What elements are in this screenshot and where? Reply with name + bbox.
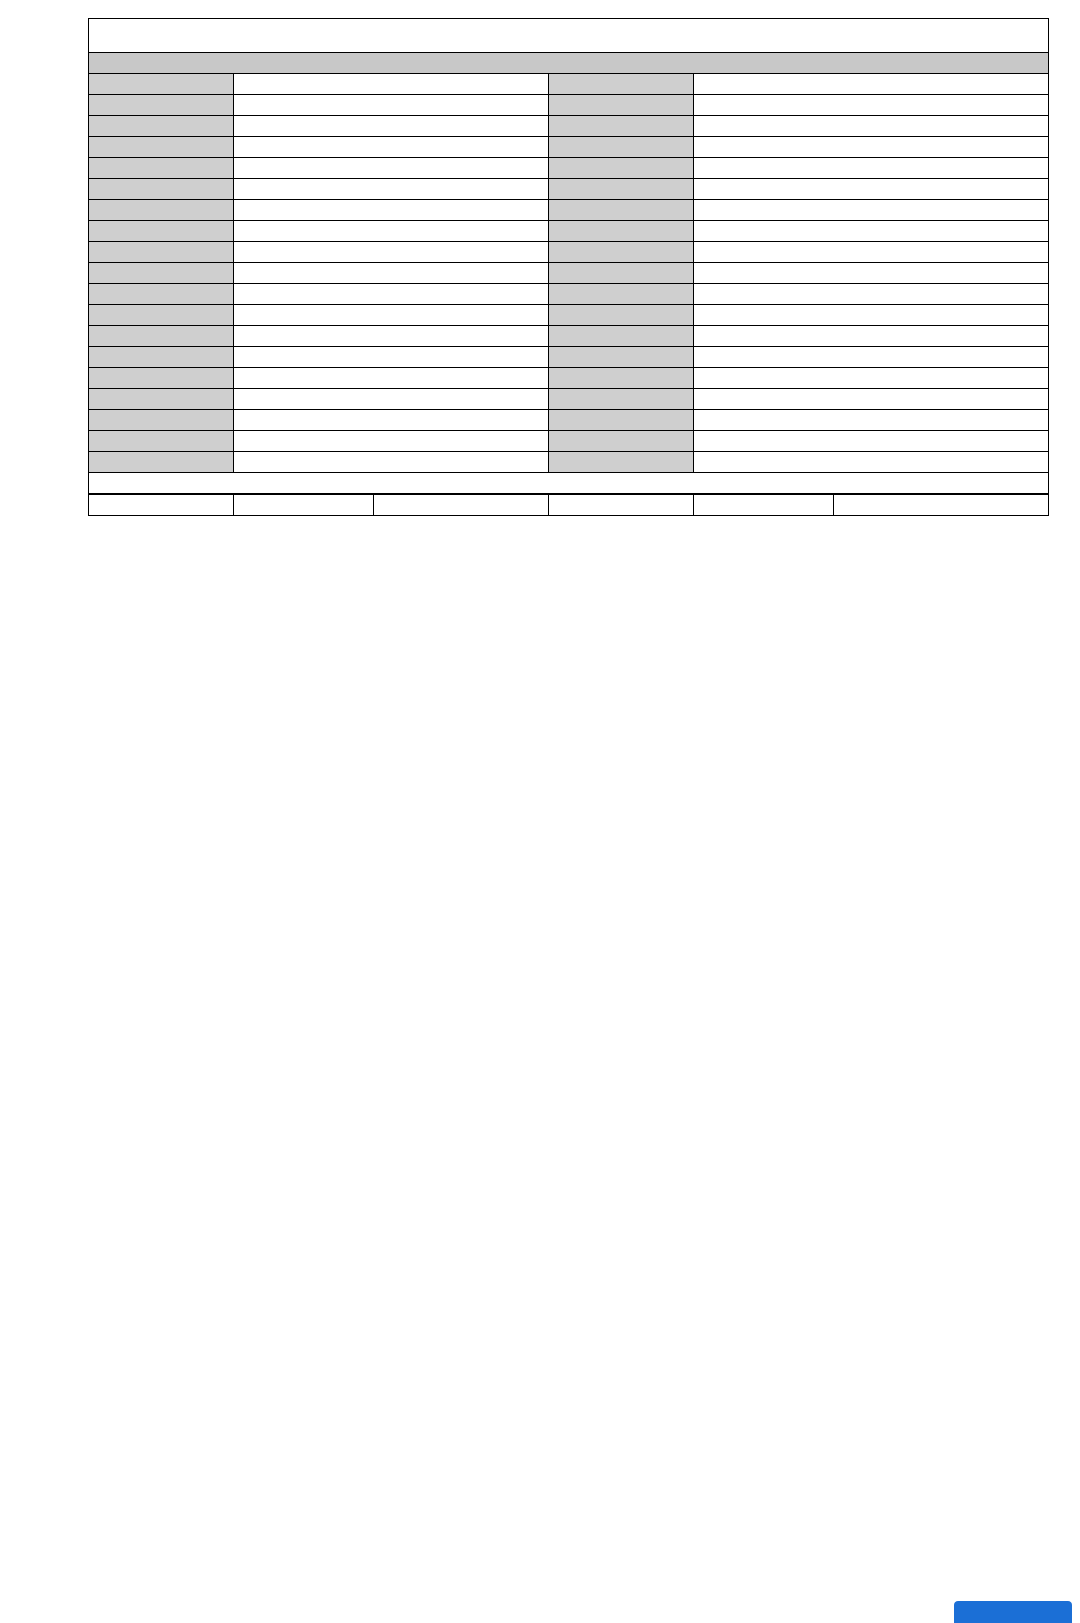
- row-label: [549, 221, 694, 242]
- table-row: [89, 95, 1049, 116]
- intro-table: [88, 18, 1049, 494]
- table-row: [89, 137, 1049, 158]
- row-value[interactable]: [694, 452, 1049, 473]
- table-row: [89, 284, 1049, 305]
- row-value[interactable]: [234, 221, 549, 242]
- table-row: [89, 263, 1049, 284]
- row-label: [89, 326, 234, 347]
- row-value[interactable]: [234, 389, 549, 410]
- row-value[interactable]: [694, 410, 1049, 431]
- row-label: [89, 347, 234, 368]
- row-value[interactable]: [234, 74, 549, 95]
- row-value[interactable]: [694, 389, 1049, 410]
- table-row: [89, 368, 1049, 389]
- row-value[interactable]: [694, 158, 1049, 179]
- row-value[interactable]: [694, 200, 1049, 221]
- row-label: [89, 410, 234, 431]
- row-value[interactable]: [234, 158, 549, 179]
- table-row: [89, 74, 1049, 95]
- row-value[interactable]: [694, 263, 1049, 284]
- row-label: [89, 116, 234, 137]
- row-value[interactable]: [234, 452, 549, 473]
- table-row: [89, 305, 1049, 326]
- row-label: [89, 389, 234, 410]
- row-label: [89, 284, 234, 305]
- table-row: [89, 410, 1049, 431]
- row-label: [89, 242, 234, 263]
- table-row: [89, 347, 1049, 368]
- row-label: [549, 452, 694, 473]
- row-label: [89, 263, 234, 284]
- row-label: [549, 305, 694, 326]
- row-label: [89, 179, 234, 200]
- row-label: [89, 200, 234, 221]
- row-value[interactable]: [694, 95, 1049, 116]
- row-value[interactable]: [694, 242, 1049, 263]
- row-label: [89, 137, 234, 158]
- row-label: [89, 158, 234, 179]
- row-label: [549, 158, 694, 179]
- row-label: [89, 305, 234, 326]
- col-type-left: [89, 495, 234, 516]
- row-value[interactable]: [694, 326, 1049, 347]
- row-value[interactable]: [694, 116, 1049, 137]
- col-type-right: [549, 495, 694, 516]
- col-level-left: [374, 495, 549, 516]
- table-row: [89, 452, 1049, 473]
- row-value[interactable]: [694, 368, 1049, 389]
- row-label: [89, 368, 234, 389]
- bottom-blue-button[interactable]: [954, 1601, 1072, 1623]
- row-value[interactable]: [694, 431, 1049, 452]
- row-value[interactable]: [234, 242, 549, 263]
- row-label: [549, 179, 694, 200]
- preference-table: [88, 494, 1049, 516]
- preference-header-row: [89, 495, 1049, 516]
- row-value[interactable]: [234, 95, 549, 116]
- row-value[interactable]: [234, 179, 549, 200]
- legend-note: [89, 473, 1049, 494]
- row-label: [549, 137, 694, 158]
- row-value[interactable]: [694, 221, 1049, 242]
- table-row: [89, 326, 1049, 347]
- row-label: [549, 347, 694, 368]
- section-intro-header: [89, 53, 1049, 74]
- row-label: [549, 242, 694, 263]
- row-value[interactable]: [234, 347, 549, 368]
- table-row: [89, 431, 1049, 452]
- row-label: [549, 389, 694, 410]
- row-label: [549, 284, 694, 305]
- col-item-right: [694, 495, 834, 516]
- row-label: [549, 116, 694, 137]
- table-row: [89, 200, 1049, 221]
- row-label: [549, 368, 694, 389]
- page-title: [89, 19, 1049, 53]
- row-value[interactable]: [694, 74, 1049, 95]
- row-value[interactable]: [234, 410, 549, 431]
- row-value[interactable]: [694, 137, 1049, 158]
- row-label: [549, 200, 694, 221]
- row-value[interactable]: [694, 179, 1049, 200]
- report-sheet: [88, 18, 1048, 516]
- row-label: [549, 95, 694, 116]
- col-item-left: [234, 495, 374, 516]
- row-value[interactable]: [234, 431, 549, 452]
- row-value[interactable]: [234, 137, 549, 158]
- row-value[interactable]: [234, 368, 549, 389]
- row-value[interactable]: [694, 347, 1049, 368]
- row-value[interactable]: [234, 263, 549, 284]
- row-label: [549, 431, 694, 452]
- table-row: [89, 116, 1049, 137]
- row-label: [89, 74, 234, 95]
- row-value[interactable]: [694, 305, 1049, 326]
- row-label: [89, 431, 234, 452]
- row-label: [89, 221, 234, 242]
- row-label: [549, 410, 694, 431]
- table-row: [89, 242, 1049, 263]
- table-row: [89, 179, 1049, 200]
- row-value[interactable]: [234, 284, 549, 305]
- row-label: [549, 326, 694, 347]
- col-level-right: [834, 495, 1049, 516]
- row-value[interactable]: [234, 200, 549, 221]
- table-row: [89, 389, 1049, 410]
- row-value[interactable]: [234, 116, 549, 137]
- row-label: [549, 263, 694, 284]
- row-label: [89, 452, 234, 473]
- row-label: [89, 95, 234, 116]
- row-value[interactable]: [234, 305, 549, 326]
- table-row: [89, 221, 1049, 242]
- row-value[interactable]: [234, 326, 549, 347]
- row-label: [549, 74, 694, 95]
- table-row: [89, 158, 1049, 179]
- row-value[interactable]: [694, 284, 1049, 305]
